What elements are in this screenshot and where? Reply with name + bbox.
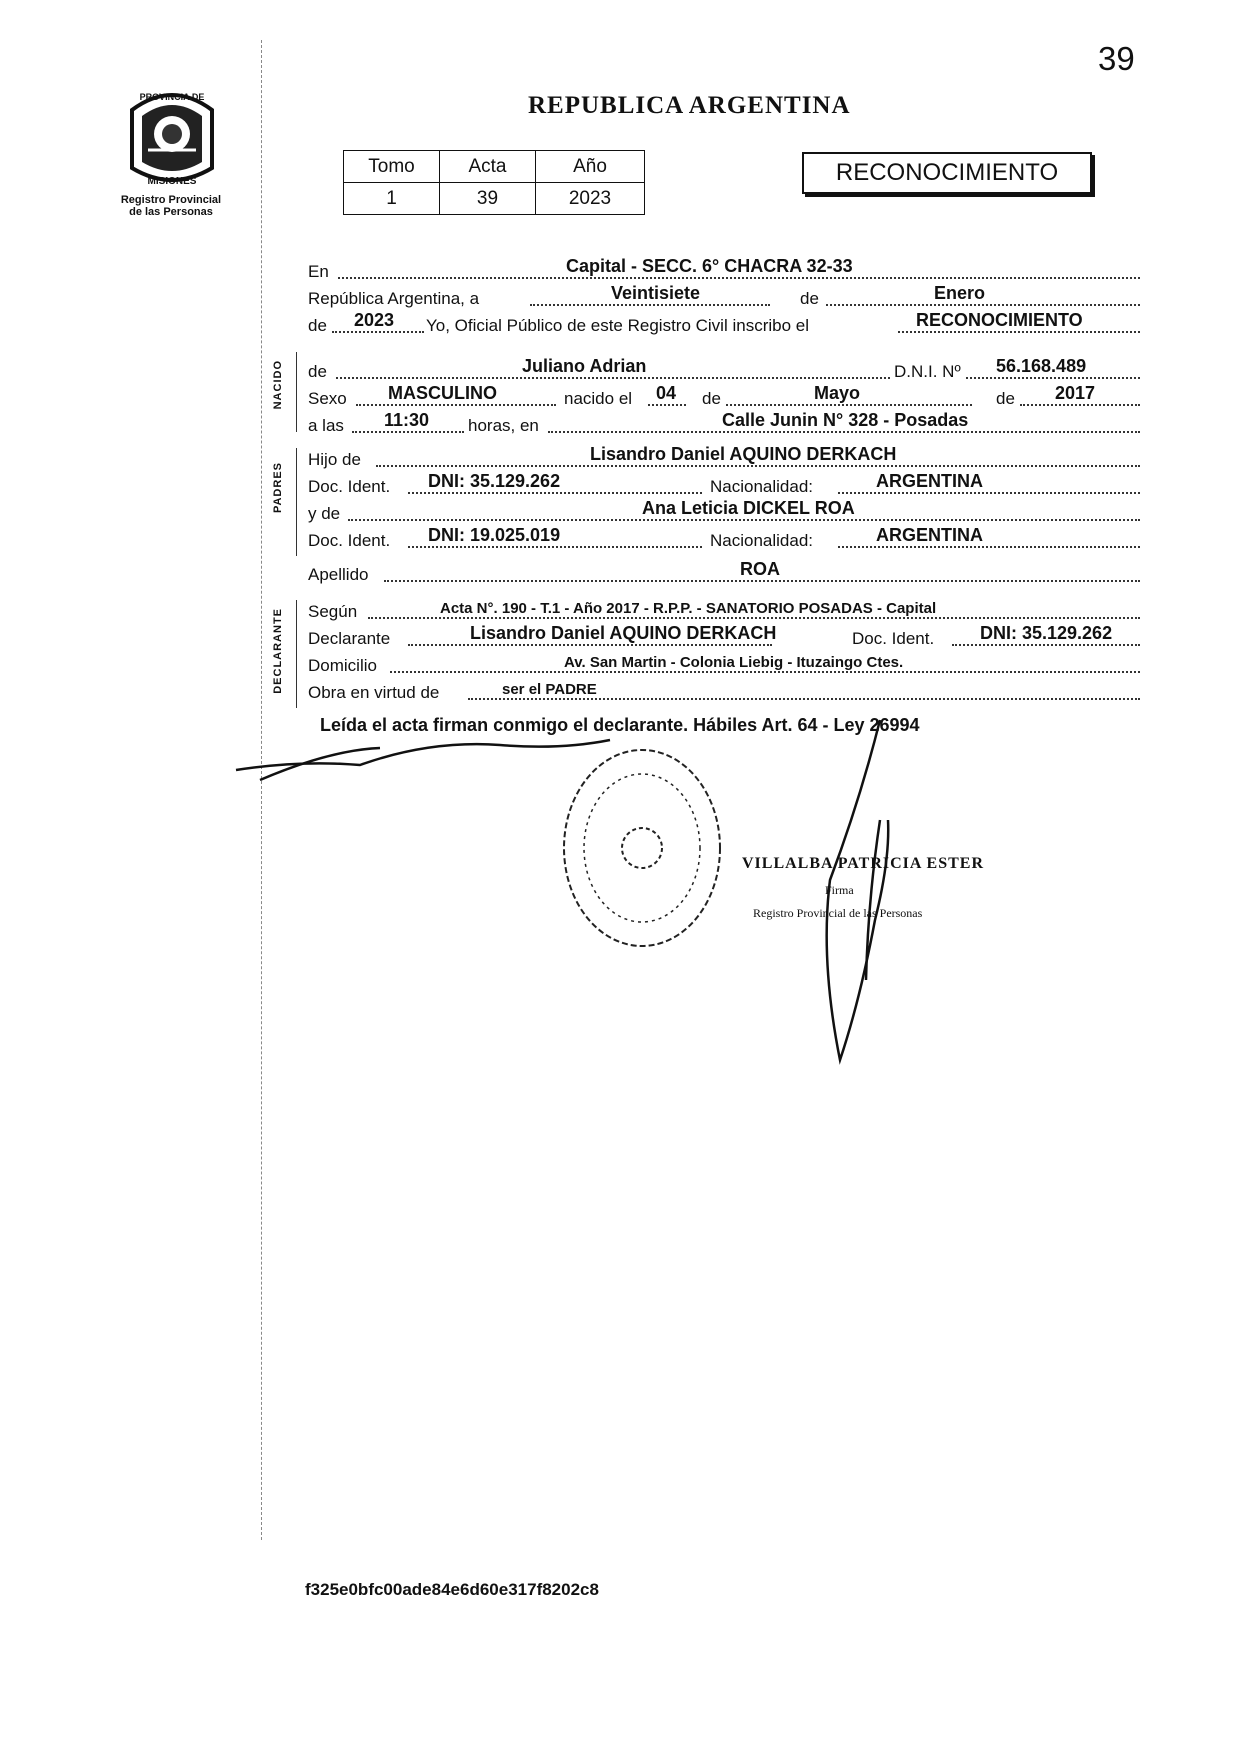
reading-note: Leída el acta firman conmigo el declarante. Hábiles Art. 64 - Ley 26994 — [320, 715, 920, 735]
org-name: Registro Provincial de las Personas — [120, 194, 222, 218]
father-nat-value: ARGENTINA — [876, 471, 983, 491]
row-date: República Argentina, a Veintisiete de Enero — [308, 284, 1138, 310]
row-declarant: Declarante Lisandro Daniel AQUINO DERKACH Doc. Ident. DNI: 35.129.262 — [308, 624, 1138, 650]
row-reason: Obra en virtud de ser el PADRE — [308, 678, 1138, 704]
address-value: Av. San Martin - Colonia Liebig - Ituzaingo Ctes. — [564, 654, 904, 671]
row-father-doc: Doc. Ident. DNI: 35.129.262 Nacionalidad: ARGENTINA — [308, 472, 1138, 498]
day-value: Veintisiete — [611, 283, 701, 303]
row-segun: Según Acta N°. 190 - T.1 - Año 2017 - R.P.P. - SANATORIO POSADAS - Capital — [308, 597, 1138, 623]
row-act: de 2023 Yo, Oficial Público de este Registro Civil inscribo el RECONOCIMIENTO — [308, 311, 1138, 337]
ano-value: 2023 — [536, 183, 645, 215]
signer-name: VILLALBA PATRICIA ESTER — [742, 855, 985, 872]
document-hash: f325e0bfc00ade84e6d60e317f8202c8 — [305, 1580, 599, 1599]
mother-nat-value: ARGENTINA — [876, 525, 983, 545]
place-value: Capital - SECC. 6° CHACRA 32-33 — [566, 256, 853, 276]
dni-value: 56.168.489 — [996, 356, 1087, 376]
row-address: Domicilio Av. San Martin - Colonia Liebig - Ituzaingo Ctes. — [308, 651, 1138, 677]
declarant-value: Lisandro Daniel AQUINO DERKACH — [470, 623, 777, 643]
section-nacido: NACIDO — [272, 360, 284, 410]
svg-text:PROVINCIA DE: PROVINCIA DE — [139, 92, 205, 102]
birth-year-value: 2017 — [1055, 383, 1096, 403]
acta-header: Acta — [440, 151, 536, 183]
sex-value: MASCULINO — [388, 383, 497, 403]
father-doc-value: DNI: 35.129.262 — [428, 471, 561, 491]
row-sex: Sexo MASCULINO nacido el 04 de Mayo de 2017 — [308, 384, 1138, 410]
father-value: Lisandro Daniel AQUINO DERKACH — [590, 444, 897, 464]
segun-value: Acta N°. 190 - T.1 - Año 2017 - R.P.P. - SANATORIO POSADAS - Capital — [440, 600, 937, 617]
signer-role: Firma — [825, 883, 854, 897]
birth-day-value: 04 — [656, 383, 677, 403]
declarant-doc-value: DNI: 35.129.262 — [980, 623, 1113, 643]
row-place: En Capital - SECC. 6° CHACRA 32-33 — [308, 257, 1138, 283]
row-mother: y de Ana Leticia DICKEL ROA — [308, 499, 1138, 525]
row-time: a las 11:30 horas, en Calle Junin N° 328 - Posadas — [308, 411, 1138, 437]
handwritten-signature-icon — [236, 720, 888, 1060]
ano-header: Año — [536, 151, 645, 183]
section-padres: PADRES — [272, 462, 284, 514]
section-declarante: DECLARANTE — [272, 608, 284, 694]
official-seal-icon — [564, 750, 720, 946]
row-name: de Juliano Adrian D.N.I. Nº 56.168.489 — [308, 357, 1138, 383]
svg-text:MISIONES: MISIONES — [147, 176, 197, 187]
document-title: REPUBLICA ARGENTINA — [528, 92, 851, 119]
year-value: 2023 — [354, 310, 395, 330]
birth-month-value: Mayo — [814, 383, 861, 403]
mother-doc-value: DNI: 19.025.019 — [428, 525, 561, 545]
reason-value: ser el PADRE — [502, 681, 597, 698]
act-value: RECONOCIMIENTO — [916, 310, 1083, 330]
document-type-box: RECONOCIMIENTO — [802, 152, 1092, 194]
tomo-value: 1 — [344, 183, 440, 215]
signer-office: Registro Provincial de las Personas — [753, 906, 923, 920]
page-number: 39 — [1098, 40, 1135, 77]
row-mother-doc: Doc. Ident. DNI: 19.025.019 Nacionalidad: ARGENTINA — [308, 526, 1138, 552]
month-value: Enero — [934, 283, 986, 303]
mother-value: Ana Leticia DICKEL ROA — [642, 498, 855, 518]
row-surname: Apellido ROA — [308, 560, 1138, 586]
tomo-header: Tomo — [344, 151, 440, 183]
birth-place-value: Calle Junin N° 328 - Posadas — [722, 410, 969, 430]
surname-value: ROA — [740, 559, 780, 579]
name-value: Juliano Adrian — [522, 356, 647, 376]
time-value: 11:30 — [384, 410, 430, 430]
row-father: Hijo de Lisandro Daniel AQUINO DERKACH — [308, 445, 1138, 471]
acta-value: 39 — [440, 183, 536, 215]
